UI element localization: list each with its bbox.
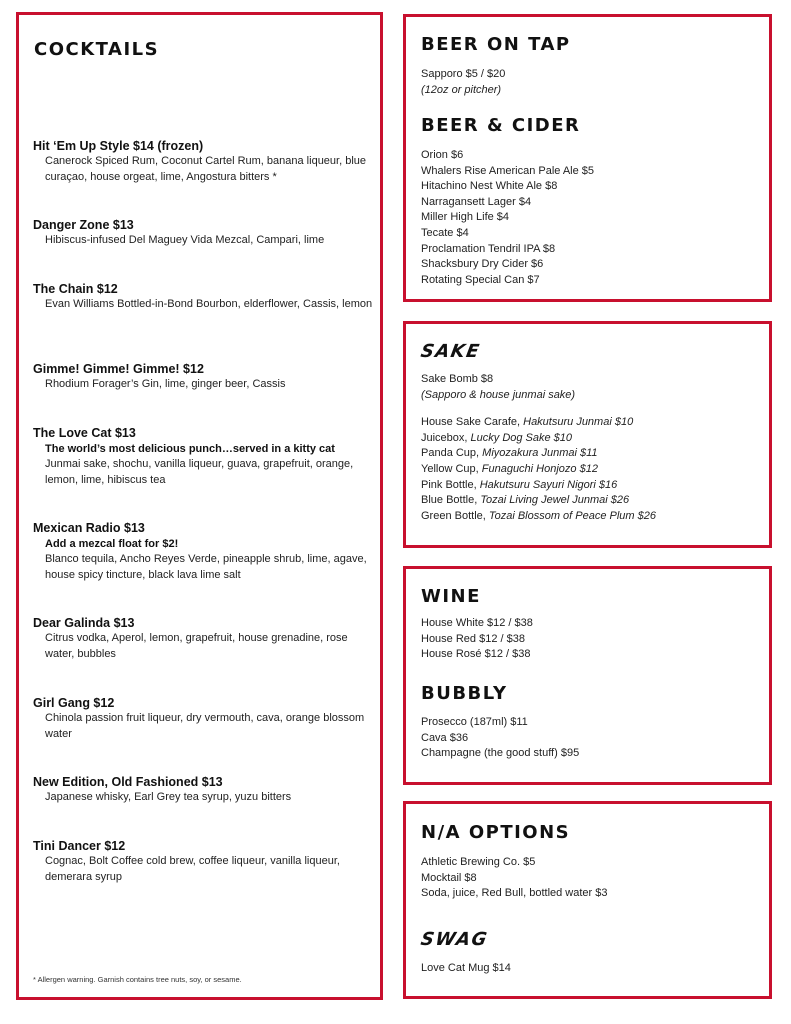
sake-heading: SAKE [419, 341, 482, 362]
cocktail-name: Dear Galinda $13 [33, 616, 135, 630]
list-item: Mocktail $8 [421, 871, 477, 884]
cocktail-item [33, 361, 373, 393]
cocktail-name: Danger Zone $13 [33, 218, 134, 232]
list-item: Athletic Brewing Co. $5 [421, 856, 536, 868]
na-options-panel [403, 801, 772, 999]
wine-panel [403, 566, 772, 785]
sake-panel [403, 321, 772, 548]
na-options-list [421, 855, 608, 902]
cocktail-name: The Love Cat $13 [33, 426, 136, 440]
cocktails-heading: COCKTAILS [34, 39, 160, 60]
cocktail-desc: Canerock Spiced Rum, Coconut Cartel Rum, banana liqueur, blue curaçao, house orgeat, lime, Angostura bitters * [45, 155, 367, 183]
sake-list [421, 372, 656, 524]
list-item: Juicebox, Lucky Dog Sake $10 [421, 431, 573, 444]
list-item: Sake Bomb $8 [421, 373, 494, 385]
cocktail-item [33, 217, 373, 249]
cocktail-desc: Japanese whisky, Earl Grey tea syrup, yuzu bitters [45, 791, 292, 803]
cocktail-name: Girl Gang $12 [33, 696, 115, 710]
list-item: Narragansett Lager $4 [421, 195, 532, 208]
cocktail-desc: Rhodium Forager’s Gin, lime, ginger beer, Cassis [45, 378, 286, 390]
list-item: Soda, juice, Red Bull, bottled water $3 [421, 887, 608, 900]
cocktail-item [33, 774, 373, 806]
beer-on-tap-heading: BEER ON TAP [421, 34, 571, 55]
list-item: Shacksbury Dry Cider $6 [421, 258, 544, 271]
wine-list [421, 616, 533, 663]
cocktail-name: Hit ‘Em Up Style $14 (frozen) [33, 139, 204, 153]
cocktail-name: The Chain $12 [33, 282, 118, 296]
list-item: Whalers Rise American Pale Ale $5 [421, 164, 595, 177]
cocktail-item [33, 520, 373, 583]
list-item: Orion $6 [421, 149, 464, 161]
list-item: Prosecco (187ml) $11 [421, 716, 528, 728]
cocktail-name: Tini Dancer $12 [33, 839, 126, 853]
cocktail-desc: Citrus vodka, Aperol, lemon, grapefruit, house grenadine, rose water, bubbles [45, 632, 348, 660]
cocktail-item [33, 695, 373, 742]
list-item: Love Cat Mug $14 [421, 962, 511, 974]
list-item: Tecate $4 [421, 226, 469, 239]
list-item: House Rosé $12 / $38 [421, 648, 531, 661]
list-item: Hitachino Nest White Ale $8 [421, 180, 558, 193]
list-item: Blue Bottle, Tozai Living Jewel Junmai $26 [421, 494, 630, 507]
list-item-note: (12oz or pitcher) [421, 83, 502, 96]
cocktail-desc: Hibiscus-infused Del Maguey Vida Mezcal, Campari, lime [45, 234, 325, 246]
cocktail-desc: Cognac, Bolt Coffee cold brew, coffee liqueur, vanilla liqueur, demerara syrup [45, 855, 340, 883]
list-item-note: (Sapporo & house junmai sake) [421, 388, 576, 401]
cocktail-desc: Chinola passion fruit liqueur, dry vermouth, cava, orange blossom water [45, 712, 365, 740]
cocktail-name: Mexican Radio $13 [33, 521, 145, 535]
list-item: House White $12 / $38 [421, 617, 533, 629]
cocktail-note: The world’s most delicious punch…served in a kitty cat [45, 443, 335, 455]
wine-heading: WINE [421, 586, 481, 607]
cocktail-item [33, 425, 373, 488]
list-item: Cava $36 [421, 731, 469, 744]
cocktail-item [33, 138, 373, 185]
cocktail-name: Gimme! Gimme! Gimme! $12 [33, 362, 204, 376]
bubbly-list [421, 715, 579, 762]
list-item: Sapporo $5 / $20 [421, 68, 506, 80]
cocktail-note: Add a mezcal float for $2! [45, 538, 179, 550]
list-item: Yellow Cup, Funaguchi Honjozo $12 [421, 462, 598, 475]
cocktail-item [33, 281, 373, 313]
cocktail-item [33, 615, 373, 662]
list-item: House Sake Carafe, Hakutsuru Junmai $10 [421, 416, 634, 429]
list-item: Miller High Life $4 [421, 211, 510, 224]
bubbly-heading: BUBBLY [421, 683, 508, 704]
beer-on-tap-list [421, 67, 505, 98]
list-item: Pink Bottle, Hakutsuru Sayuri Nigori $16 [421, 478, 618, 491]
cocktail-item [33, 838, 373, 885]
list-item: Proclamation Tendril IPA $8 [421, 242, 556, 255]
cocktail-desc: Blanco tequila, Ancho Reyes Verde, pineapple shrub, lime, agave, house spicy tincture, black lava lime salt [45, 553, 367, 581]
beer-cider-list [421, 148, 594, 288]
allergen-footnote: * Allergen warning. Garnish contains tree nuts, soy, or sesame. [33, 975, 242, 984]
list-item: Champagne (the good stuff) $95 [421, 747, 580, 760]
cocktail-desc: Junmai sake, shochu, vanilla liqueur, guava, grapefruit, orange, lemon, lime, hibiscus tea [45, 458, 354, 486]
beer-panel [403, 14, 772, 302]
cocktail-name: New Edition, Old Fashioned $13 [33, 775, 223, 789]
list-item: Panda Cup, Miyozakura Junmai $11 [421, 447, 598, 460]
list-item: Rotating Special Can $7 [421, 273, 540, 286]
list-item: House Red $12 / $38 [421, 632, 525, 645]
cocktails-panel [16, 12, 383, 1000]
beer-cider-heading: BEER & CIDER [421, 115, 581, 136]
na-options-heading: N/A OPTIONS [421, 822, 571, 843]
swag-heading: SWAG [419, 929, 490, 950]
swag-list [421, 961, 511, 977]
cocktail-desc: Evan Williams Bottled-in-Bond Bourbon, elderflower, Cassis, lemon [45, 298, 373, 310]
list-item: Green Bottle, Tozai Blossom of Peace Plum $26 [421, 509, 657, 522]
